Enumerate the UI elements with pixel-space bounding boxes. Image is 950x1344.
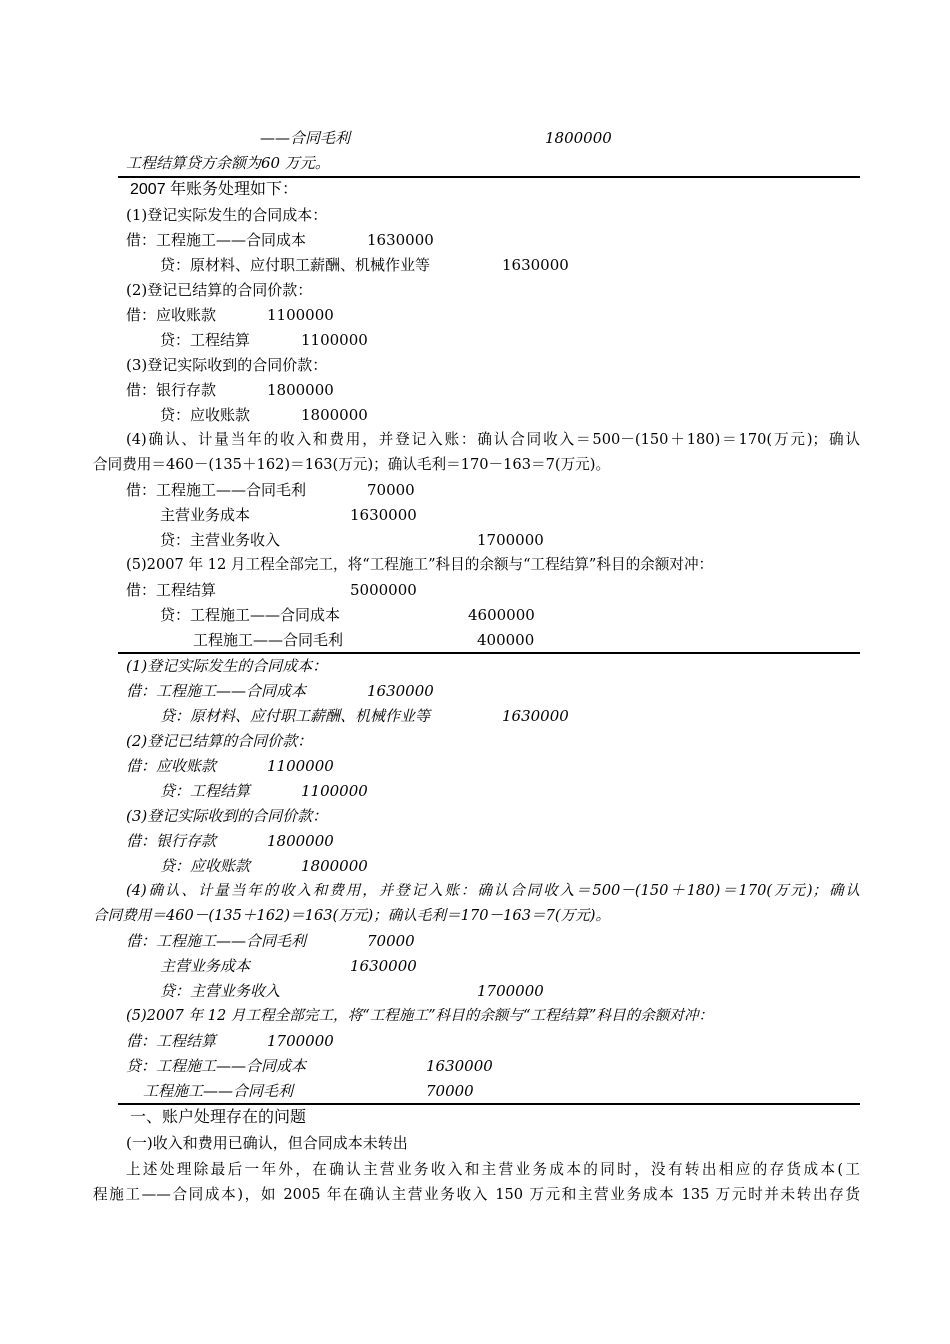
amount: 1100000	[301, 331, 368, 349]
amount: 1100000	[301, 782, 368, 800]
step-title: (2)登记已结算的合同价款：	[126, 281, 313, 299]
amount: 1100000	[267, 757, 334, 775]
calc-line: (4)确认、计量当年的收入和费用，并登记入账：确认合同收入＝500－(150＋180)＝170(万元)；确认	[126, 431, 860, 448]
amount: 1630000	[367, 682, 434, 700]
paragraph-line: 程施工——合同成本)，如 2005 年在确认主营业务收入 150 万元和主营业务成本 135 万元时并未转出存货	[93, 1186, 860, 1203]
calc-line: (4)确认、计量当年的收入和费用，并登记入账：确认合同收入＝500－(150＋180)＝170(万元)；确认	[126, 882, 860, 899]
debit-line: 借：工程施工——合同毛利	[126, 481, 307, 499]
debit-line: 借：工程结算	[126, 1032, 217, 1050]
section-heading: 2007 年账务处理如下：	[130, 181, 299, 198]
debit-line: 借：工程施工——合同成本	[126, 682, 307, 700]
debit-line: 主营业务成本	[160, 957, 251, 975]
subheading: (一)收入和费用已确认，但合同成本未转出	[126, 1134, 408, 1152]
amount: 1630000	[502, 256, 569, 274]
credit-line: 工程施工——合同毛利	[193, 631, 344, 649]
amount: 400000	[477, 631, 535, 649]
credit-line: 贷：工程施工——合同成本	[126, 1057, 307, 1075]
divider	[118, 176, 860, 178]
amount: 1630000	[367, 231, 434, 249]
debit-line: 借：银行存款	[126, 381, 217, 399]
debit-line: 主营业务成本	[160, 506, 251, 524]
credit-line: 贷：工程施工——合同成本	[160, 606, 341, 624]
amount: 1800000	[301, 406, 368, 424]
amount: 1630000	[426, 1057, 493, 1075]
section-heading: 一、账户处理存在的问题	[130, 1109, 307, 1126]
amount: 1630000	[502, 707, 569, 725]
step-title: (3)登记实际收到的合同价款：	[126, 356, 328, 374]
credit-line: 工程施工——合同毛利	[143, 1082, 294, 1100]
credit-line: 贷：工程结算	[160, 782, 251, 800]
amount: 1700000	[267, 1032, 334, 1050]
amount: 1800000	[301, 857, 368, 875]
debit-line: 借：应收账款	[126, 306, 217, 324]
step-title: (5)2007 年 12 月工程全部完工，将“工程施工”科目的余额与“工程结算”科目的余额对冲：	[126, 1007, 714, 1024]
debit-line: 借：工程施工——合同成本	[126, 231, 307, 249]
amount: 1100000	[267, 306, 334, 324]
credit-line: 贷：主营业务收入	[160, 982, 281, 1000]
credit-line: 贷：原材料、应付职工薪酬、机械作业等	[160, 707, 431, 725]
amount: 1630000	[350, 506, 417, 524]
calc-line: 合同费用＝460－(135＋162)＝163(万元)；确认毛利＝170－163＝7(万元)。	[93, 907, 611, 924]
settlement-note: 工程结算贷方余额为60 万元。	[126, 154, 330, 172]
step-title: (2)登记已结算的合同价款：	[126, 732, 313, 750]
credit-line: 贷：工程结算	[160, 331, 251, 349]
amount: 1800000	[267, 381, 334, 399]
divider	[118, 652, 860, 654]
amount: 1800000	[267, 832, 334, 850]
entry-amount: 1800000	[545, 129, 612, 147]
credit-line: 贷：原材料、应付职工薪酬、机械作业等	[160, 256, 431, 274]
entry-account: ——合同毛利	[260, 129, 351, 147]
credit-line: 贷：主营业务收入	[160, 531, 281, 549]
credit-line: 贷：应收账款	[160, 406, 251, 424]
amount: 70000	[426, 1082, 474, 1100]
step-title: (3)登记实际收到的合同价款：	[126, 807, 328, 825]
divider	[118, 1103, 860, 1105]
credit-line: 贷：应收账款	[160, 857, 251, 875]
paragraph-line: 上述处理除最后一年外，在确认主营业务收入和主营业务成本的同时，没有转出相应的存货成本(工	[126, 1161, 860, 1178]
amount: 1630000	[350, 957, 417, 975]
amount: 5000000	[350, 581, 417, 599]
debit-line: 借：工程施工——合同毛利	[126, 932, 307, 950]
amount: 4600000	[468, 606, 535, 624]
debit-line: 借：应收账款	[126, 757, 217, 775]
debit-line: 借：银行存款	[126, 832, 217, 850]
step-title: (1)登记实际发生的合同成本：	[126, 657, 328, 675]
step-title: (5)2007 年 12 月工程全部完工，将“工程施工”科目的余额与“工程结算”科目的余额对冲：	[126, 556, 714, 573]
debit-line: 借：工程结算	[126, 581, 217, 599]
amount: 1700000	[477, 531, 544, 549]
calc-line: 合同费用＝460－(135＋162)＝163(万元)；确认毛利＝170－163＝7(万元)。	[93, 456, 611, 473]
amount: 70000	[367, 932, 415, 950]
amount: 1700000	[477, 982, 544, 1000]
amount: 70000	[367, 481, 415, 499]
step-title: (1)登记实际发生的合同成本：	[126, 206, 328, 224]
